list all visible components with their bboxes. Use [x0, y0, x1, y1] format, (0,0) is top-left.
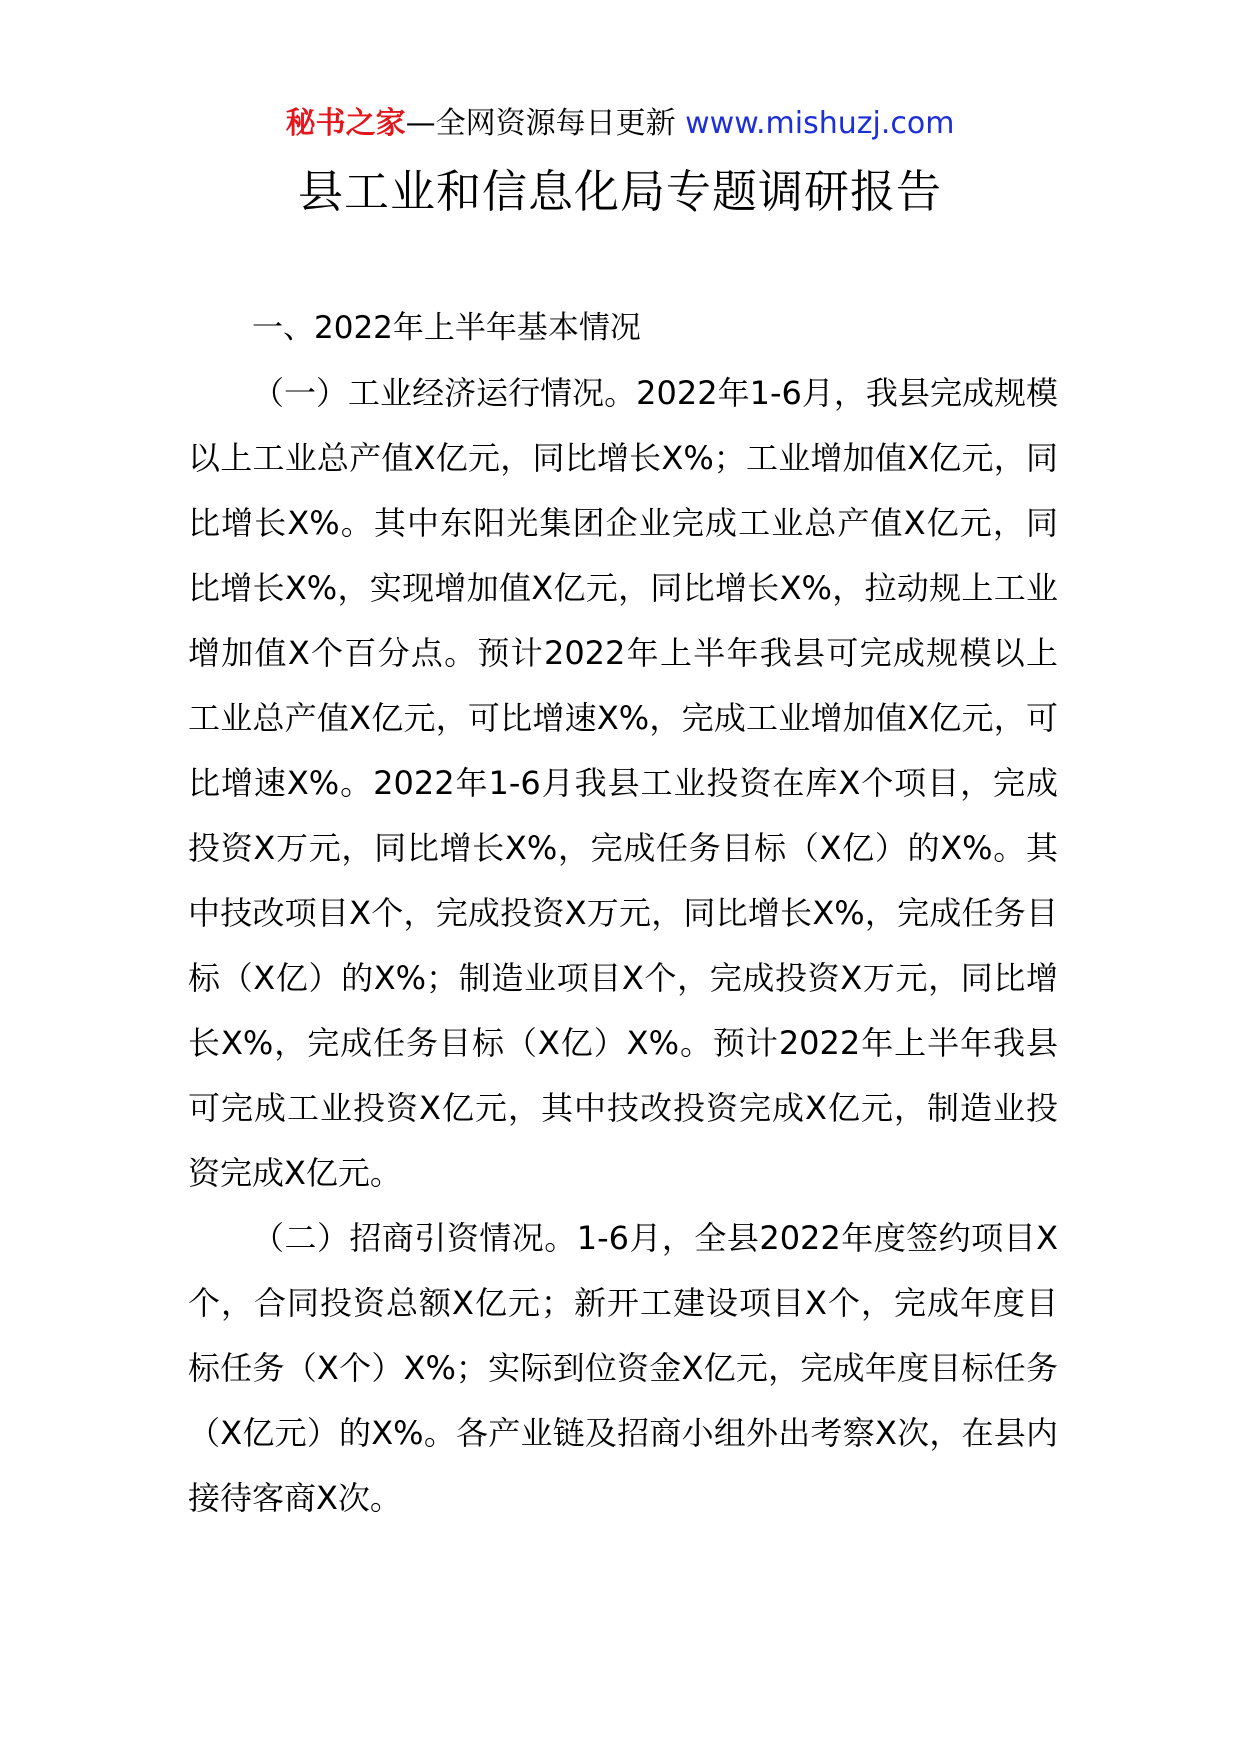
- brand-name: 秘书之家: [285, 106, 406, 141]
- document-body: [188, 296, 1058, 1531]
- paragraph-investment-attraction: （二）招商引资情况。1-6月，全县2022年度签约项目X个，合同投资总额X亿元；新开工建设项目X个，完成年度目标任务（X个）X%；实际到位资金X亿元，完成年度目标任务（X亿元）的X%。各产业链及招商小组外出考察X次，在县内接待客商X次。: [188, 1219, 1058, 1517]
- section-heading: 一、2022年上半年基本情况: [252, 310, 641, 346]
- site-url-link[interactable]: www.mishuzj.com: [685, 106, 955, 141]
- site-header: [0, 104, 1240, 144]
- document-title: 县工业和信息化局专题调研报告: [297, 165, 942, 218]
- paragraph-industrial-economy: （一）工业经济运行情况。2022年1-6月，我县完成规模以上工业总产值X亿元，同比增长X%；工业增加值X亿元，同比增长X%。其中东阳光集团企业完成工业总产值X亿元，同比增长X%，实现增加值X亿元，同比增长X%，拉动规上工业增加值X个百分点。预计2022年上半年我县可完成规模以上工业总产值X亿元，可比增速X%，完成工业增加值X亿元，可比增速X%。2022年1-6月我县工业投资在库X个项目，完成投资X万元，同比增长X%，完成任务目标（X亿）的X%。其中技改项目X个，完成投资X万元，同比增长X%，完成任务目标（X亿）的X%；制造业项目X个，完成投资X万元，同比增长X%，完成任务目标（X亿）X%。预计2022年上半年我县可完成工业投资X亿元，其中技改投资完成X亿元，制造业投资完成X亿元。: [188, 374, 1058, 1192]
- header-slogan: —全网资源每日更新: [405, 106, 676, 141]
